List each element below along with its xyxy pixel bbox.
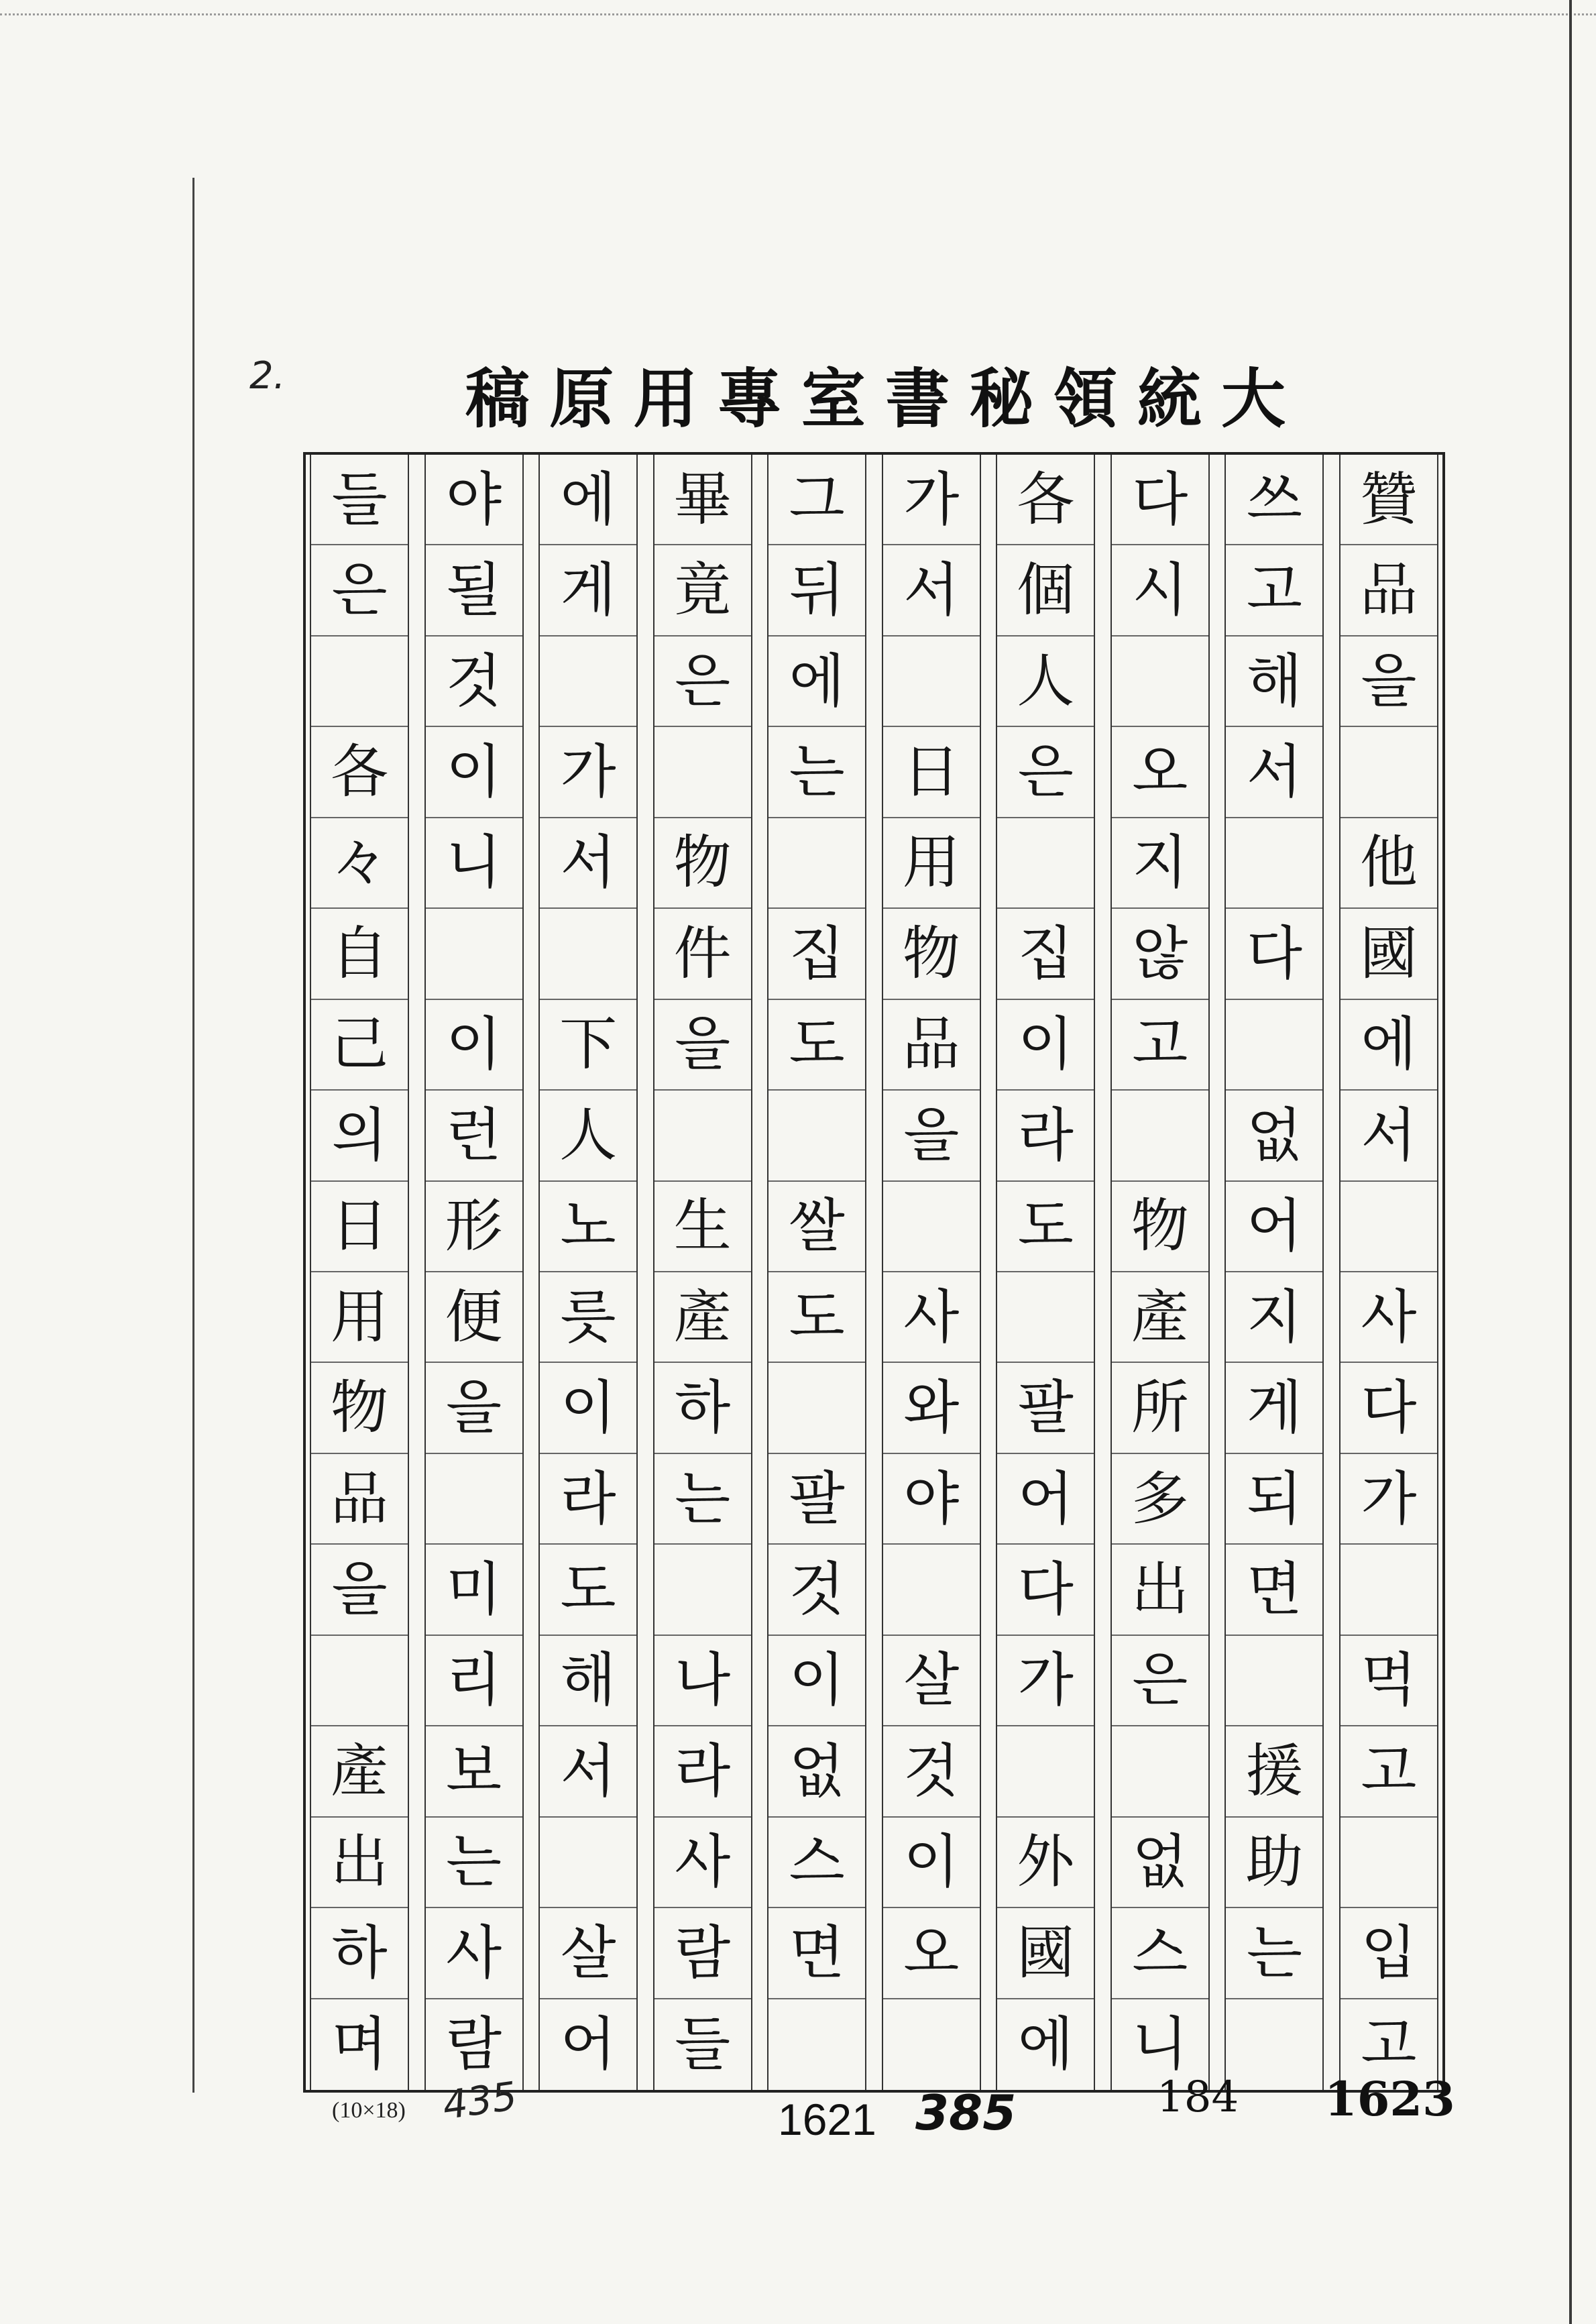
manuscript-cell: 런 [426, 1091, 522, 1181]
manuscript-cell: 助 [1226, 1818, 1322, 1908]
manuscript-cell [1226, 1999, 1322, 2090]
manuscript-cell: 않 [1112, 909, 1208, 999]
manuscript-cell: 에 [1341, 1000, 1437, 1091]
manuscript-cell: 은 [1112, 1636, 1208, 1726]
manuscript-cell: 가 [997, 1636, 1094, 1726]
manuscript-cell: 해 [1226, 637, 1322, 727]
manuscript-cell: 다 [1112, 455, 1208, 545]
manuscript-cell: 오 [1112, 727, 1208, 818]
manuscript-cell: 없 [1112, 1818, 1208, 1908]
manuscript-cell: 보 [426, 1726, 522, 1817]
manuscript-column-3 [1110, 455, 1210, 2090]
manuscript-cell: 이 [540, 1363, 636, 1453]
manuscript-cell [1112, 1726, 1208, 1817]
manuscript-cell: 贊 [1341, 455, 1437, 545]
manuscript-cell: 自 [311, 909, 408, 999]
manuscript-cell: 시 [1112, 545, 1208, 636]
manuscript-cell [1226, 1000, 1322, 1091]
manuscript-cell: 야 [426, 455, 522, 545]
manuscript-cell [1226, 818, 1322, 909]
manuscript-grid [303, 452, 1445, 2093]
manuscript-cell [768, 1091, 865, 1181]
header-char: 領 [1053, 361, 1118, 437]
header-char: 統 [1137, 361, 1202, 437]
manuscript-cell: 쓰 [1226, 455, 1322, 545]
manuscript-cell [426, 1454, 522, 1545]
manuscript-cell: 어 [997, 1454, 1094, 1545]
manuscript-cell: 이 [883, 1818, 980, 1908]
header-char: 大 [1220, 361, 1286, 437]
manuscript-cell: 人 [540, 1091, 636, 1181]
header-char: 稿 [465, 361, 530, 437]
manuscript-cell: 出 [1112, 1545, 1208, 1635]
manuscript-cell: 서 [1341, 1091, 1437, 1181]
manuscript-cell: 을 [426, 1363, 522, 1453]
manuscript-cell: 릇 [540, 1272, 636, 1363]
manuscript-cell [883, 1182, 980, 1272]
manuscript-cell: 면 [1226, 1545, 1322, 1635]
manuscript-column-5 [882, 455, 981, 2090]
manuscript-cell [1341, 727, 1437, 818]
manuscript-column-10 [310, 455, 409, 2090]
manuscript-cell: 서 [540, 818, 636, 909]
manuscript-column-7 [653, 455, 752, 2090]
manuscript-column-1 [1339, 455, 1438, 2090]
manuscript-cell: 人 [997, 637, 1094, 727]
grid-size-label: (10×18) [332, 2098, 406, 2123]
manuscript-cell: 라 [540, 1454, 636, 1545]
manuscript-cell: 所 [1112, 1363, 1208, 1453]
manuscript-cell [1341, 1545, 1437, 1635]
manuscript-cell: 用 [311, 1272, 408, 1363]
manuscript-cell: 고 [1341, 1726, 1437, 1817]
manuscript-cell: 가 [1341, 1454, 1437, 1545]
manuscript-cell: 것 [426, 637, 522, 727]
manuscript-cell [1341, 1182, 1437, 1272]
manuscript-cell: 서 [1226, 727, 1322, 818]
manuscript-column-2 [1224, 455, 1324, 2090]
manuscript-cell: 下 [540, 1000, 636, 1091]
manuscript-cell [654, 1545, 751, 1635]
manuscript-cell: 形 [426, 1182, 522, 1272]
manuscript-cell: 日 [311, 1182, 408, 1272]
manuscript-cell: 다 [1226, 909, 1322, 999]
manuscript-cell: 는 [426, 1818, 522, 1908]
manuscript-cell [768, 1363, 865, 1453]
manuscript-cell [654, 1091, 751, 1181]
manuscript-cell: 람 [446, 2011, 502, 2079]
manuscript-cell: 는 [768, 727, 865, 818]
manuscript-cell: 을 [883, 1091, 980, 1181]
manuscript-cell: 입 [1341, 1908, 1437, 1999]
manuscript-cell [768, 818, 865, 909]
manuscript-cell: 의 [311, 1091, 408, 1181]
page-number: 2. [249, 354, 286, 398]
manuscript-cell: 라 [654, 1726, 751, 1817]
manuscript-cell: 品 [883, 1000, 980, 1091]
manuscript-cell: 해 [540, 1636, 636, 1726]
manuscript-cell: 이 [426, 1000, 522, 1091]
manuscript-cell: 고 [1226, 545, 1322, 636]
margin-rule [192, 178, 194, 2093]
manuscript-cell: 쌀 [768, 1182, 865, 1272]
manuscript-cell: 을 [311, 1545, 408, 1635]
manuscript-cell: 가 [540, 727, 636, 818]
manuscript-cell [540, 1818, 636, 1908]
manuscript-cell [997, 818, 1094, 909]
manuscript-cell: 팔 [768, 1454, 865, 1545]
manuscript-cell: 物 [1112, 1182, 1208, 1272]
manuscript-cell: 하 [311, 1908, 408, 1999]
manuscript-cell: 에 [1017, 2011, 1074, 2079]
manuscript-column-6 [767, 455, 866, 2090]
manuscript-cell: 產 [1112, 1272, 1208, 1363]
manuscript-cell: 을 [1341, 637, 1437, 727]
manuscript-cell: 이 [768, 1636, 865, 1726]
manuscript-cell: 없 [1226, 1091, 1322, 1181]
manuscript-cell [654, 727, 751, 818]
manuscript-cell: 는 [1226, 1908, 1322, 1999]
manuscript-cell: 고 [1112, 1000, 1208, 1091]
manuscript-cell: 々 [311, 818, 408, 909]
manuscript-cell: 日 [883, 727, 980, 818]
manuscript-column-4 [996, 455, 1095, 2090]
manuscript-cell [883, 1545, 980, 1635]
manuscript-cell: 各 [311, 727, 408, 818]
manuscript-cell: 오 [883, 1908, 980, 1999]
manuscript-cell: 면 [768, 1908, 865, 1999]
manuscript-cell: 미 [426, 1545, 522, 1635]
manuscript-cell: 品 [311, 1454, 408, 1545]
manuscript-cell: 니 [426, 818, 522, 909]
footer-handwritten-number: 385 [915, 2085, 1017, 2141]
manuscript-cell: 國 [997, 1908, 1094, 1999]
manuscript-cell: 外 [997, 1818, 1094, 1908]
scan-top-edge [0, 13, 1596, 15]
manuscript-cell: 람 [654, 1908, 751, 1999]
manuscript-cell: 는 [654, 1454, 751, 1545]
manuscript-cell: 便 [426, 1272, 522, 1363]
manuscript-cell: 야 [883, 1454, 980, 1545]
manuscript-cell: 이 [997, 1000, 1094, 1091]
manuscript-cell: 살 [540, 1908, 636, 1999]
manuscript-cell: 없 [768, 1726, 865, 1817]
manuscript-cell [311, 637, 408, 727]
manuscript-cell: 다 [997, 1545, 1094, 1635]
manuscript-cell: 가 [883, 455, 980, 545]
manuscript-cell: 하 [654, 1363, 751, 1453]
manuscript-cell: 件 [654, 909, 751, 999]
handwritten-margin-note: 435 [439, 2072, 520, 2129]
manuscript-cell: 게 [540, 545, 636, 636]
manuscript-cell: 스 [1112, 1908, 1208, 1999]
manuscript-cell: 에 [540, 455, 636, 545]
footer-number-184: 184 [1157, 2072, 1239, 2122]
header-char: 室 [801, 361, 866, 437]
manuscript-cell: 도 [768, 1000, 865, 1091]
manuscript-cell: 多 [1112, 1454, 1208, 1545]
manuscript-cell [883, 1999, 980, 2090]
header-char: 專 [717, 361, 782, 437]
form-header [465, 362, 1286, 436]
manuscript-cell: 것 [768, 1545, 865, 1635]
manuscript-column-8 [538, 455, 638, 2090]
manuscript-cell: 品 [1341, 545, 1437, 636]
manuscript-cell: 먹 [1341, 1636, 1437, 1726]
manuscript-cell: 竟 [654, 545, 751, 636]
manuscript-cell [1112, 1091, 1208, 1181]
header-char: 書 [885, 361, 950, 437]
manuscript-cell: 사 [1341, 1272, 1437, 1363]
manuscript-cell [311, 1636, 408, 1726]
manuscript-cell: 뒤 [768, 545, 865, 636]
manuscript-cell [997, 1272, 1094, 1363]
manuscript-cell: 사 [654, 1818, 751, 1908]
manuscript-cell: 己 [311, 1000, 408, 1091]
manuscript-cell: 들 [311, 455, 408, 545]
manuscript-cell: 物 [311, 1363, 408, 1453]
scan-right-edge [1569, 0, 1572, 2324]
manuscript-cell: 살 [883, 1636, 980, 1726]
manuscript-cell: 니 [1132, 2011, 1188, 2079]
manuscript-cell: 國 [1341, 909, 1437, 999]
manuscript-cell: 집 [997, 909, 1094, 999]
manuscript-cell: 와 [883, 1363, 980, 1453]
manuscript-cell: 서 [883, 545, 980, 636]
manuscript-cell [540, 909, 636, 999]
manuscript-cell: 物 [883, 909, 980, 999]
manuscript-cell: 은 [654, 637, 751, 727]
manuscript-cell: 라 [997, 1091, 1094, 1181]
manuscript-cell: 노 [540, 1182, 636, 1272]
manuscript-cell [1112, 637, 1208, 727]
manuscript-cell: 사 [426, 1908, 522, 1999]
manuscript-cell: 며 [331, 2011, 388, 2079]
manuscript-cell: 팔 [997, 1363, 1094, 1453]
manuscript-cell: 도 [768, 1272, 865, 1363]
footer-number-1623: 1623 [1324, 2071, 1455, 2127]
manuscript-cell: 他 [1341, 818, 1437, 909]
header-char: 秘 [969, 361, 1034, 437]
manuscript-cell: 것 [883, 1726, 980, 1817]
manuscript-cell: 지 [1112, 818, 1208, 909]
manuscript-cell: 은 [997, 727, 1094, 818]
manuscript-column-9 [424, 455, 524, 2090]
manuscript-cell: 리 [426, 1636, 522, 1726]
manuscript-cell: 다 [1341, 1363, 1437, 1453]
manuscript-cell: 그 [768, 455, 865, 545]
manuscript-cell: 들 [675, 2011, 731, 2079]
manuscript-cell [1341, 1818, 1437, 1908]
manuscript-cell: 各 [997, 455, 1094, 545]
manuscript-cell [768, 1999, 865, 2090]
manuscript-cell: 스 [768, 1818, 865, 1908]
manuscript-cell: 게 [1226, 1363, 1322, 1453]
manuscript-cell [883, 637, 980, 727]
manuscript-cell: 援 [1226, 1726, 1322, 1817]
manuscript-cell: 지 [1226, 1272, 1322, 1363]
manuscript-cell: 은 [311, 545, 408, 636]
header-char: 用 [633, 361, 698, 437]
manuscript-cell: 生 [654, 1182, 751, 1272]
manuscript-cell [540, 637, 636, 727]
manuscript-cell: 產 [654, 1272, 751, 1363]
manuscript-cell: 에 [768, 637, 865, 727]
manuscript-cell: 을 [654, 1000, 751, 1091]
manuscript-cell: 어 [560, 2011, 616, 2079]
manuscript-cell: 나 [654, 1636, 751, 1726]
manuscript-cell: 產 [311, 1726, 408, 1817]
manuscript-cell: 고 [1361, 2011, 1417, 2079]
manuscript-cell: 사 [883, 1272, 980, 1363]
header-char: 原 [549, 361, 614, 437]
manuscript-cell: 될 [426, 545, 522, 636]
manuscript-cell [426, 909, 522, 999]
manuscript-cell: 어 [1226, 1182, 1322, 1272]
manuscript-cell: 되 [1226, 1454, 1322, 1545]
manuscript-cell: 物 [654, 818, 751, 909]
manuscript-cell: 도 [997, 1182, 1094, 1272]
manuscript-cell: 집 [768, 909, 865, 999]
manuscript-cell: 도 [540, 1545, 636, 1635]
manuscript-cell [1226, 1636, 1322, 1726]
manuscript-cell: 畢 [654, 455, 751, 545]
manuscript-cell: 이 [426, 727, 522, 818]
manuscript-cell: 用 [883, 818, 980, 909]
footer-number-1621: 1621 [778, 2095, 876, 2144]
manuscript-cell [997, 1726, 1094, 1817]
manuscript-cell: 서 [540, 1726, 636, 1817]
manuscript-cell: 個 [997, 545, 1094, 636]
manuscript-cell: 出 [311, 1818, 408, 1908]
